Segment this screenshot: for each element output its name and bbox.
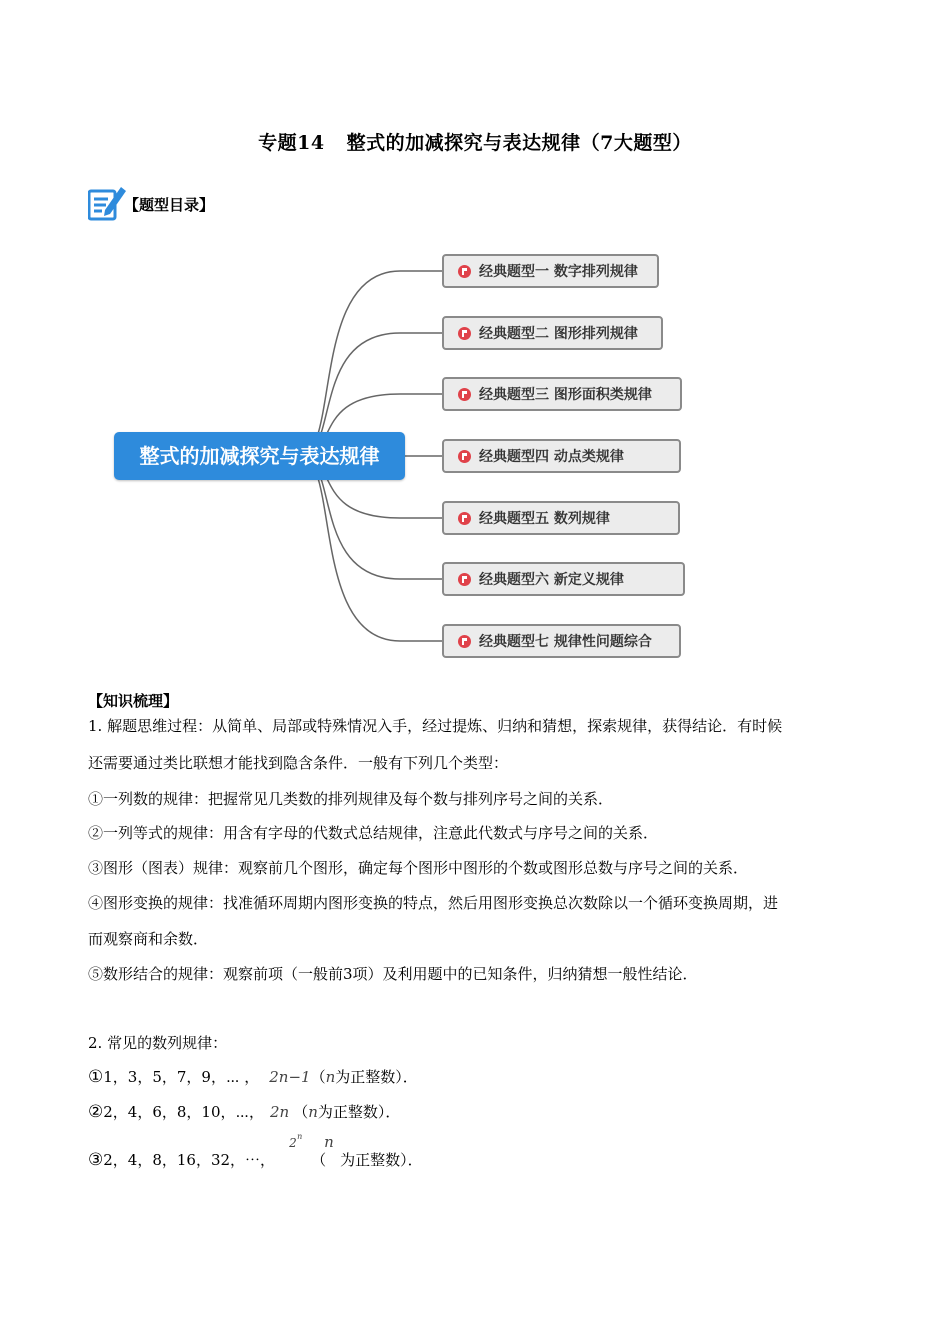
branch-line-1 [300, 271, 442, 456]
flag-icon [458, 450, 471, 463]
knowledge-line-3: ①一列数的规律：把握常见几类数的排列规律及每个数与排列序号之间的关系． [88, 790, 614, 808]
flag-icon [458, 327, 471, 340]
item-mark: ① [88, 1067, 104, 1087]
title-prefix: 专题14 [258, 132, 325, 154]
flag-icon [458, 635, 471, 648]
item-mark: ② [88, 1102, 104, 1122]
branch-line-7 [300, 456, 442, 641]
node-label: 经典题型一 数字排列规律 [479, 264, 638, 280]
item-note: 为正整数）． [335, 1068, 418, 1086]
mindmap-node-1[interactable] [442, 254, 659, 288]
flag-icon [458, 265, 471, 278]
mindmap-node-7[interactable] [442, 624, 681, 658]
sequence-item-2 [88, 1101, 400, 1122]
node-label: 经典题型三 图形面积类规律 [479, 387, 652, 403]
node-label: 经典题型二 图形排列规律 [479, 326, 638, 342]
knowledge-line-6: ④图形变换的规律：找准循环周期内图形变换的特点，然后用图形变换总次数除以一个循环变换周期，进 [88, 894, 779, 912]
knowledge-heading: 【知识梳理】 [88, 692, 179, 710]
knowledge-line-7: 而观察商和余数． [88, 930, 209, 948]
item-n: n [325, 1068, 336, 1086]
item-note-open: （ [310, 1068, 326, 1086]
item-note-open: （ [311, 1151, 327, 1169]
item-note-open: （ [293, 1103, 309, 1121]
knowledge-line-4: ②一列等式的规律：用含有字母的代数式总结规律，注意此代数式与序号之间的关系． [88, 824, 659, 842]
edit-note-icon [88, 183, 128, 221]
item-formula: 2n [270, 1103, 290, 1121]
sequence-item-3 [88, 1132, 423, 1170]
mindmap-node-4[interactable] [442, 439, 681, 473]
flag-icon [458, 512, 471, 525]
node-label: 经典题型四 动点类规律 [479, 449, 624, 465]
item-note: 为正整数）． [317, 1103, 401, 1121]
flag-icon [458, 388, 471, 401]
item-note: 为正整数）． [340, 1151, 423, 1169]
mindmap-node-5[interactable] [442, 501, 680, 535]
item-terms: 2，4，8，16，32，⋯， [103, 1151, 276, 1169]
sequence-item-1 [88, 1066, 418, 1087]
knowledge-line-5: ③图形（图表）规律：观察前几个图形，确定每个图形中图形的个数或图形总数与序号之间的关系． [88, 859, 749, 877]
power-expression [289, 1132, 311, 1165]
mindmap-node-3[interactable] [442, 377, 682, 411]
page-title [0, 128, 950, 155]
title-main: 整式的加减探究与表达规律（7大题型） [346, 132, 692, 154]
flag-icon [458, 573, 471, 586]
item-formula: 2n−1 [269, 1068, 311, 1086]
item-n: n [308, 1103, 318, 1121]
n-wrapper [324, 1133, 340, 1165]
knowledge-line-8: ⑤数形结合的规律：观察前项（一般前3项）及利用题中的已知条件，归纳猜想一般性结论． [88, 965, 698, 983]
node-label: 经典题型七 规律性问题综合 [479, 634, 652, 650]
item-n: n [324, 1133, 334, 1151]
node-label: 经典题型五 数列规律 [479, 511, 610, 527]
mindmap-center: 整式的加减探究与表达规律 [114, 432, 405, 480]
mindmap-node-2[interactable] [442, 316, 663, 350]
power-base: 2 [289, 1136, 297, 1150]
knowledge-line-2: 还需要通过类比联想才能找到隐含条件．一般有下列几个类型： [88, 754, 509, 772]
knowledge-line-1: 1. 解题思维过程：从简单、局部或特殊情况入手，经过提炼、归纳和猜想，探索规律，获得结论．有时候 [88, 717, 783, 735]
mindmap-node-6[interactable] [442, 562, 685, 596]
toc-label: 【题型目录】 [124, 196, 215, 214]
item-terms: 1，3，5，7，9，⋯ ， [103, 1068, 260, 1086]
item-terms: 2，4，6，8，10，⋯， [103, 1103, 265, 1121]
node-label: 经典题型六 新定义规律 [479, 572, 624, 588]
item-mark: ③ [88, 1150, 104, 1170]
power-exponent: n [297, 1132, 303, 1141]
sequences-heading: 2. 常见的数列规律： [88, 1034, 228, 1052]
